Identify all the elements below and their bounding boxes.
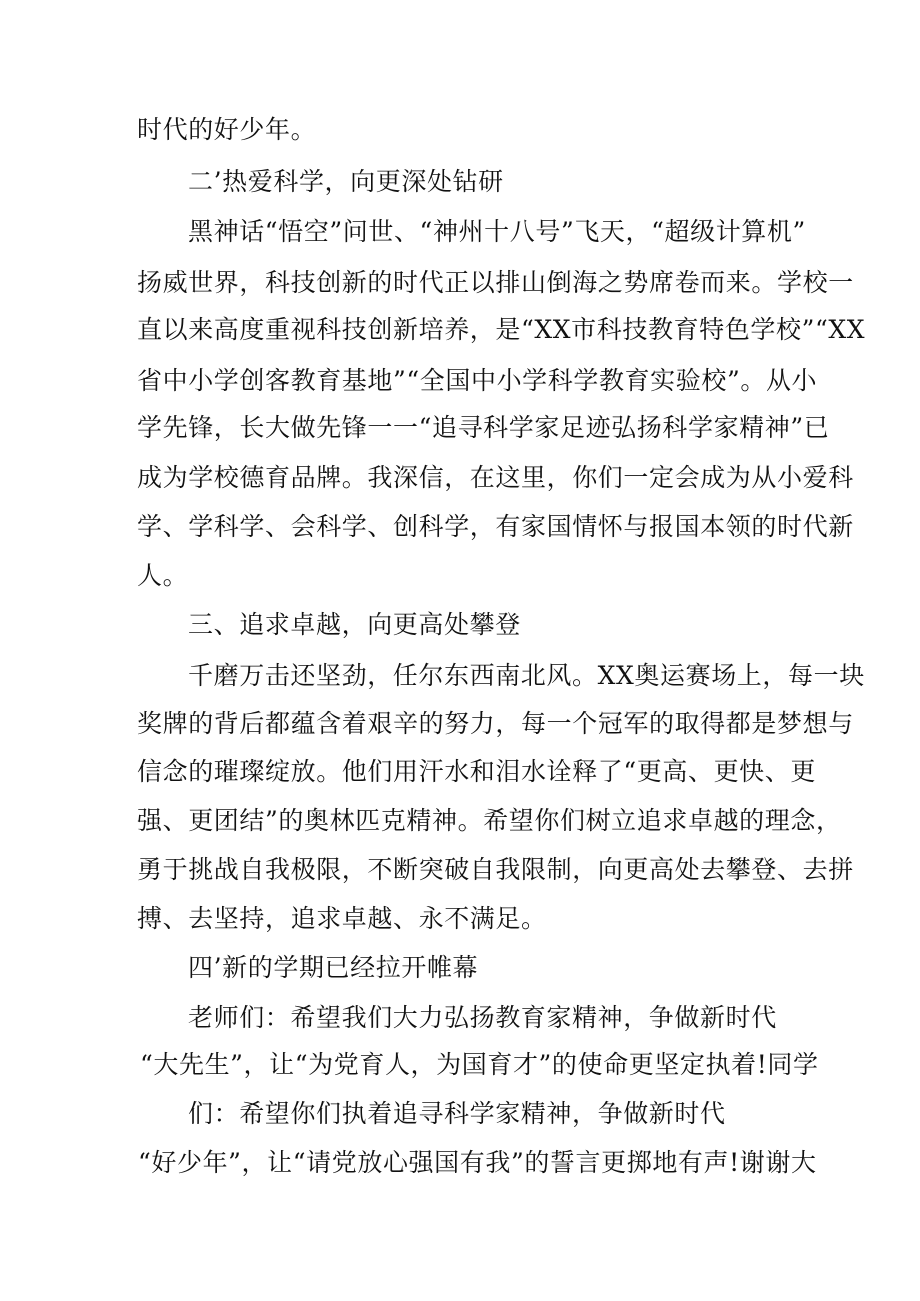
paragraph-line: 直以来高度重视科技创新培养，是“XX市科技教育特色学校”“XX	[137, 315, 866, 344]
paragraph-line: 成为学校德育品牌。我深信，在这里，你们一定会成为从小爱科	[137, 463, 854, 492]
paragraph-line: 时代的好少年。	[137, 115, 317, 144]
paragraph-line: 千磨万击还坚劲，任尔东西南北风。XX奥运赛场上，每一块	[188, 661, 865, 690]
paragraph-line: “好少年”，让“请党放心强国有我”的誓言更掷地有声!谢谢大	[138, 1148, 817, 1177]
paragraph-line: 们：希望你们执着追寻科学家精神，争做新时代	[188, 1099, 726, 1128]
section-heading-2: 二’热爱科学，向更深处钻研	[188, 167, 504, 196]
paragraph-line: 人。	[137, 561, 189, 590]
paragraph-line: 强、更团结”的奥林匹克精神。希望你们树立追求卓越的理念，	[137, 806, 842, 835]
section-heading-4: 四’新的学期已经拉开帷幕	[188, 953, 479, 982]
paragraph-line: 省中小学创客教育基地”“全国中小学科学教育实验校”。从小	[137, 366, 818, 395]
paragraph-line: 信念的璀璨绽放。他们用汗水和泪水诠释了“更高、更快、更	[137, 757, 816, 786]
paragraph-line: “大先生”，让“为党育人，为国育才”的使命更坚定执着!同学	[140, 1050, 819, 1079]
paragraph-line: 老师们：希望我们大力弘扬教育家精神，争做新时代	[188, 1003, 777, 1032]
paragraph-line: 搏、去坚持，追求卓越、永不满足。	[137, 904, 547, 933]
paragraph-line: 扬威世界，科技创新的时代正以排山倒海之势席卷而来。学校一	[137, 268, 854, 297]
paragraph-line: 学、学科学、会科学、创科学，有家国情怀与报国本领的时代新	[137, 512, 854, 541]
section-heading-3: 三、追求卓越，向更高处攀登	[188, 610, 521, 639]
paragraph-line: 勇于挑战自我极限，不断突破自我限制，向更高处去攀登、去拼	[137, 855, 854, 884]
paragraph-line: 奖牌的背后都蕴含着艰辛的努力，每一个冠军的取得都是梦想与	[137, 709, 854, 738]
paragraph-line: 学先锋，长大做先锋一一“追寻科学家足迹弘扬科学家精神”已	[137, 413, 830, 442]
paragraph-line: 黑神话“悟空”问世、“神州十八号”飞天，“超级计算机”	[188, 217, 806, 246]
